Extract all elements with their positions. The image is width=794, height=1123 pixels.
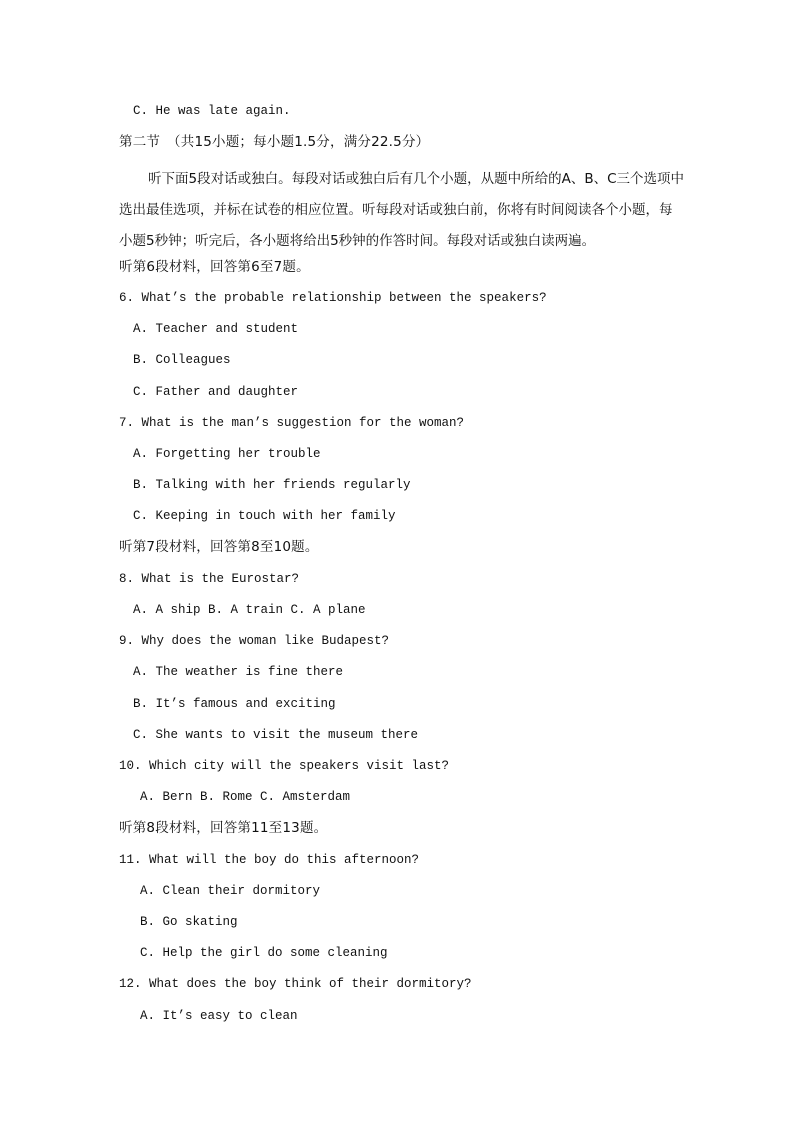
- answer-option: A. The weather is fine there: [133, 665, 344, 679]
- option-c-previous: C. He was late again.: [133, 104, 291, 118]
- material-heading: 听第7段材料，回答第8至10题。: [119, 539, 319, 555]
- answer-option: B. Colleagues: [133, 353, 231, 367]
- answer-option: A. A ship B. A train C. A plane: [133, 603, 366, 617]
- answer-option: C. Help the girl do some cleaning: [140, 946, 388, 960]
- answer-option: A. Teacher and student: [133, 322, 299, 336]
- section-instructions: 听下面5段对话或独白。每段对话或独白后有几个小题，从题中所给的A、B、C三个选项中选出最佳选项，并标在试卷的相应位置。听每段对话或独白前，你将有时间阅读各个小题，每小题5秒钟；听完后，各小题将给出5秒钟的作答时间。每段对话或独白读两遍。: [119, 171, 685, 249]
- answer-option: B. It’s famous and exciting: [133, 697, 336, 711]
- answer-option: B. Talking with her friends regularly: [133, 478, 411, 492]
- answer-option: A. Clean their dormitory: [140, 884, 321, 898]
- answer-option: C. Keeping in touch with her family: [133, 509, 396, 523]
- question-text: 6. What’s the probable relationship between the speakers?: [119, 291, 547, 305]
- question-text: 7. What is the man’s suggestion for the woman?: [119, 416, 465, 430]
- question-text: 9. Why does the woman like Budapest?: [119, 634, 390, 648]
- answer-option: A. Bern B. Rome C. Amsterdam: [140, 790, 351, 804]
- material-heading: 听第8段材料，回答第11至13题。: [119, 820, 328, 836]
- material-heading: 听第6段材料，回答第6至7题。: [119, 259, 310, 275]
- answer-option: A. It’s easy to clean: [140, 1009, 298, 1023]
- answer-option: C. Father and daughter: [133, 385, 299, 399]
- section-heading: 第二节 （共15小题；每小题1.5分，满分22.5分）: [119, 134, 430, 150]
- question-text: 12. What does the boy think of their dormitory?: [119, 977, 472, 991]
- answer-option: A. Forgetting her trouble: [133, 447, 321, 461]
- answer-option: C. She wants to visit the museum there: [133, 728, 419, 742]
- answer-option: B. Go skating: [140, 915, 238, 929]
- question-text: 8. What is the Eurostar?: [119, 572, 300, 586]
- question-text: 10. Which city will the speakers visit last?: [119, 759, 450, 773]
- question-text: 11. What will the boy do this afternoon?: [119, 853, 420, 867]
